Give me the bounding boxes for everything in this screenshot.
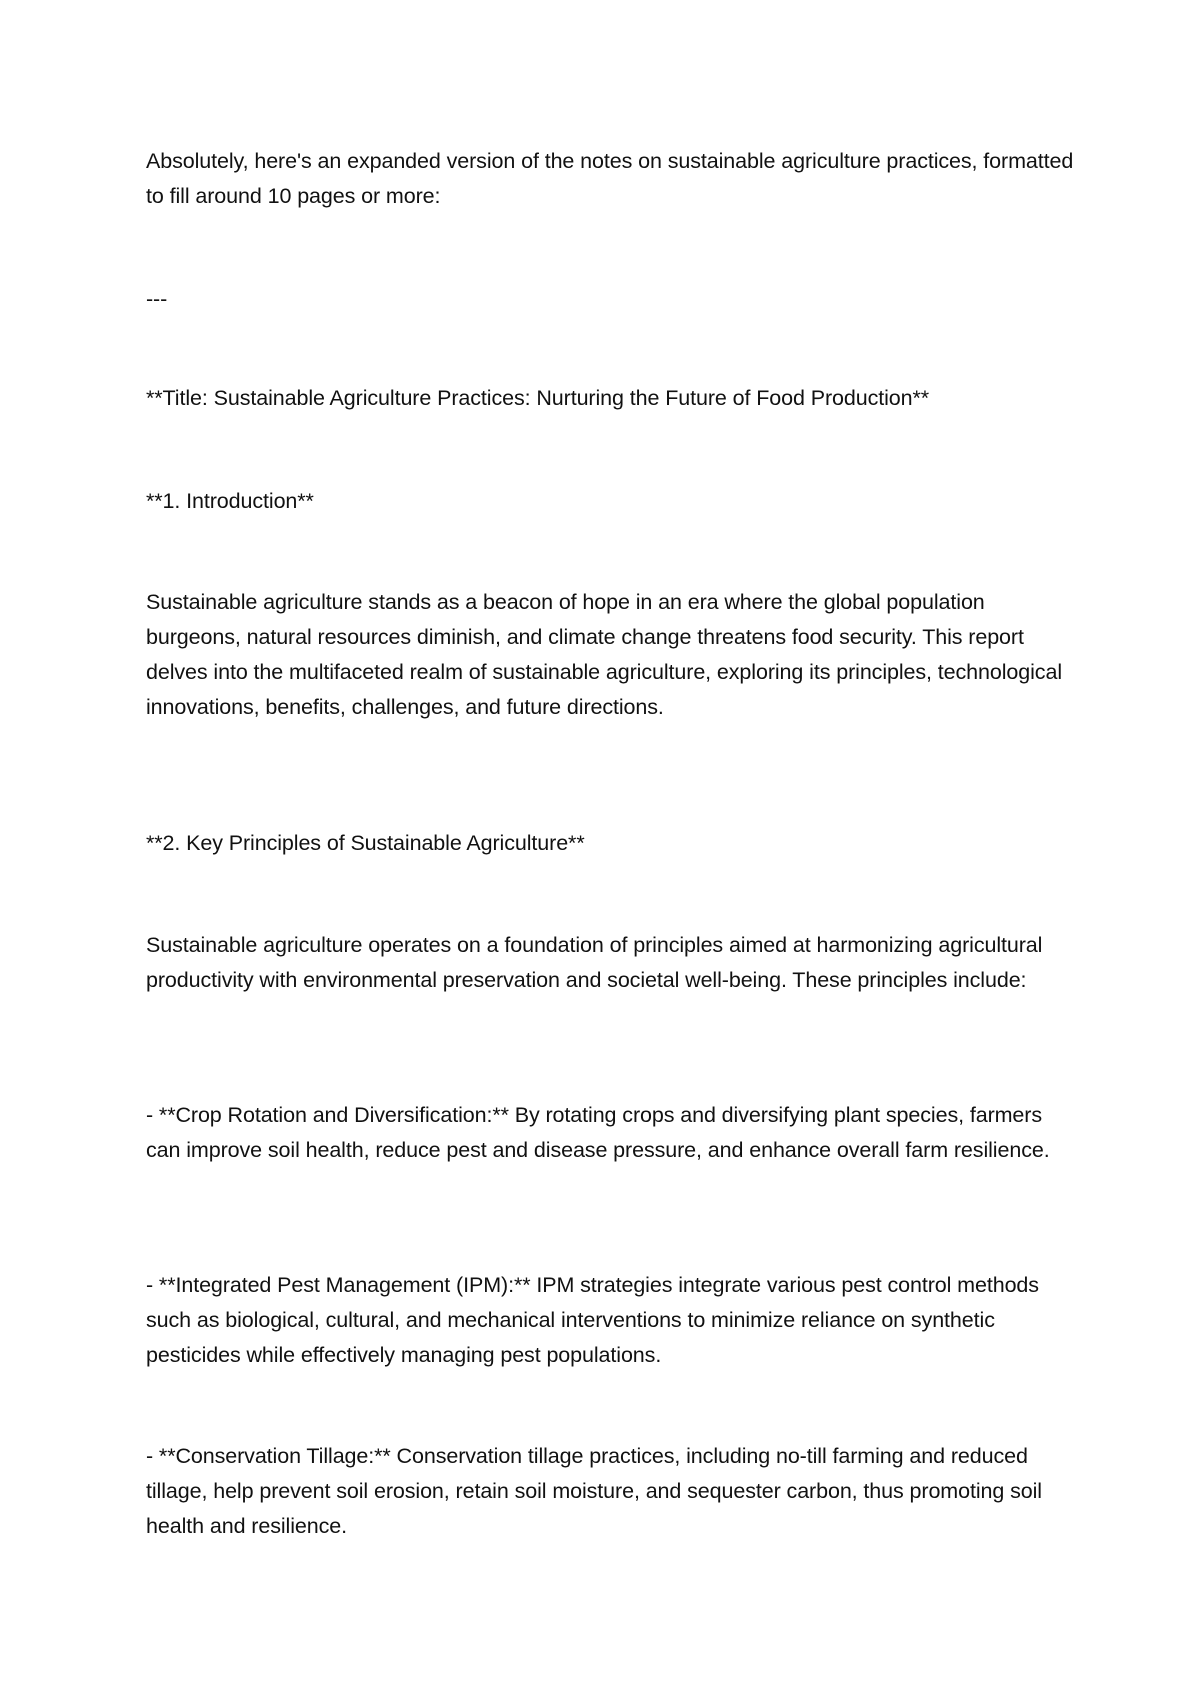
list-item: - **Crop Rotation and Diversification:** By rotating crops and diversifying plant species, farmers can improve soil health, reduce pest and disease pressure, and enhance overall farm resilience.	[146, 1103, 1050, 1162]
separator-line: ---	[146, 287, 168, 311]
document-title: **Title: Sustainable Agriculture Practices: Nurturing the Future of Food Production**	[146, 386, 930, 410]
section-2-heading: **2. Key Principles of Sustainable Agriculture**	[146, 831, 585, 855]
intro-paragraph: Absolutely, here's an expanded version of the notes on sustainable agriculture practices, formatted to fill around 10 pages or more:	[146, 149, 1074, 208]
section-2-paragraph: Sustainable agriculture operates on a foundation of principles aimed at harmonizing agricultural productivity with environmental preservation and societal well-being. These principles include:	[146, 933, 1043, 992]
list-item: - **Integrated Pest Management (IPM):** IPM strategies integrate various pest control methods such as biological, cultural, and mechanical interventions to minimize reliance on synthetic pesticides while effectively managing pest populations.	[146, 1273, 1039, 1367]
list-item: - **Conservation Tillage:** Conservation tillage practices, including no-till farming and reduced tillage, help prevent soil erosion, retain soil moisture, and sequester carbon, thus promoting soil health and resilience.	[146, 1444, 1042, 1538]
section-1-heading: **1. Introduction**	[146, 489, 314, 513]
section-1-paragraph: Sustainable agriculture stands as a beacon of hope in an era where the global population burgeons, natural resources diminish, and climate change threatens food security. This report delves into the multifaceted realm of sustainable agriculture, exploring its principles, technological innovations, benefits, challenges, and future directions.	[146, 590, 1062, 719]
